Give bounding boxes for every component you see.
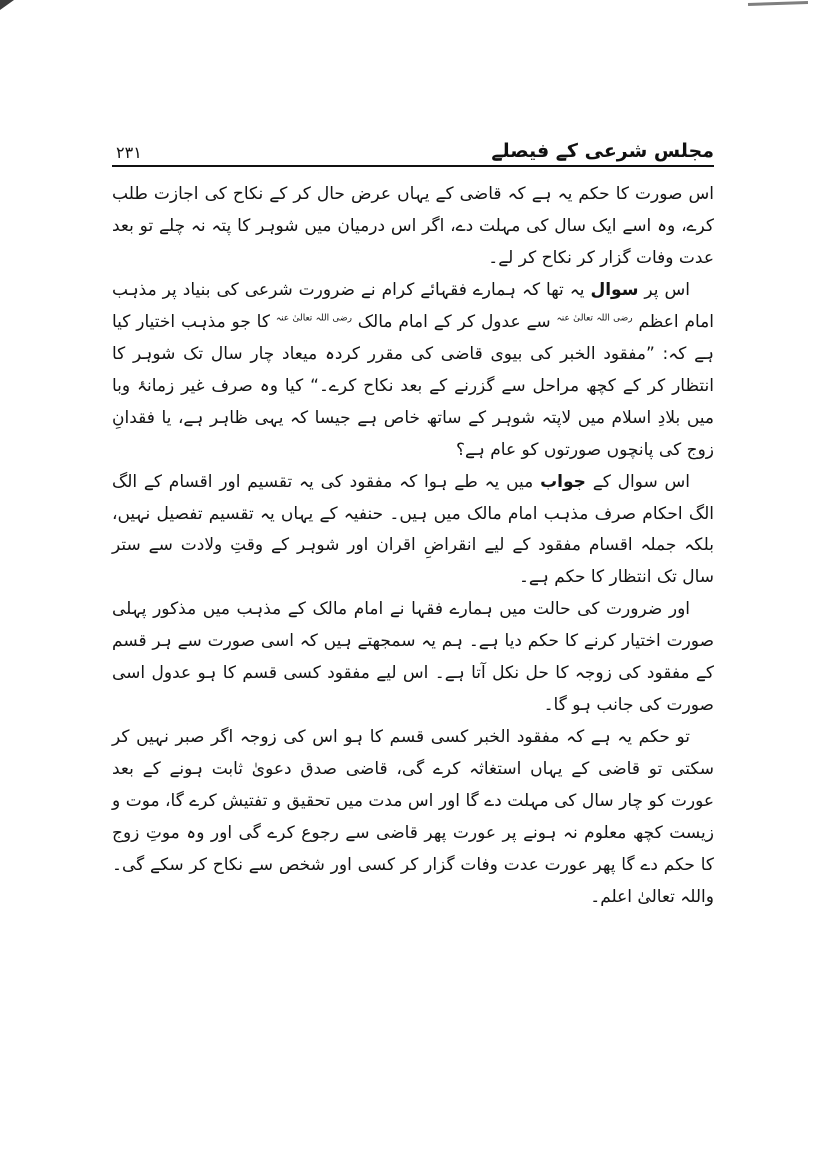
text-segment: یہ تھا کہ ہمارے فقہائے کرام نے ضرورت شرعی کی بنیاد پر مذہب امام اعظم — [112, 279, 715, 332]
page-header — [112, 140, 714, 167]
text-segment: کا جو مذہب اختیار کیا ہے کہ: ”مفقود الخبر کی بیوی قاضی کی مقرر کردہ میعاد چار سال تک شوہر کا انتظار کر کے کچھ مراحل سے گزرنے کے بعد نکاح کرے۔“ کیا وہ صرف غیر زمانۂ وبا میں بلادِ اسلام میں لاپتہ شوہر کے ساتھ خاص ہے جیسا کہ یہی ظاہر ہے، یا فقدانِ زوج کی پانچوں صورتوں کو عام ہے؟ — [112, 311, 714, 460]
honorific-mark: رضی اللہ تعالیٰ عنہ — [275, 313, 352, 324]
body-text — [112, 179, 714, 914]
text-segment: اور ضرورت کی حالت میں ہمارے فقہا نے امام مالک کے مذہب میں مذکور پہلی صورت اختیار کرنے کا حکم دیا ہے۔ ہم یہ سمجھتے ہیں کہ اسی صورت سے ہر قسم کے مفقود کی زوجہ کا حل نکل آتا ہے۔ اس لیے مفقود کسی قسم کا ہو عدول اسی صورت کی جانب ہو گا۔ — [112, 599, 714, 716]
paragraph — [112, 275, 714, 467]
paragraph — [112, 467, 714, 595]
text-segment: اس سوال کے — [585, 471, 691, 492]
emphasized-word: جواب — [540, 471, 586, 492]
page-content — [112, 140, 714, 914]
text-segment: تو حکم یہ ہے کہ مفقود الخبر کسی قسم کا ہو اس کی زوجہ اگر صبر نہیں کر سکتی تو قاضی کے یہاں استغاثہ کرے گی، قاضی صدق دعویٰ ثابت ہونے کے بعد عورت کو چار سال کی مہلت دے گا اور اس مدت میں تحقیق و تفتیش کرے گا، موت و زیست کچھ معلوم نہ ہونے پر عورت پھر قاضی سے رجوع کرے گی اور وہ موتِ زوج کا حکم دے گا پھر عورت عدت وفات گزار کر کسی اور شخص سے نکاح کر سکے گی۔ واللہ تعالیٰ اعلم۔ — [112, 727, 714, 907]
text-segment: سے عدول کر کے امام مالک — [351, 311, 557, 332]
paragraph — [112, 179, 714, 275]
paragraph — [112, 722, 714, 914]
page-number: ۲۳۱ — [116, 143, 142, 162]
page-title: مجلس شرعی کے فیصلے — [491, 140, 714, 162]
text-segment: اس پر — [638, 279, 690, 300]
text-segment: میں یہ طے ہوا کہ مفقود کی یہ تقسیم اور اقسام کے الگ الگ احکام صرف مذہب امام مالک میں ہیں۔ حنفیہ کے یہاں یہ تقسیم تفصیل نہیں، بلکہ جملہ اقسام مفقود کے لیے انقراضِ اقران اور شوہر کے وقتِ ولادت سے ستر سال تک انتظار کا حکم ہے۔ — [112, 471, 714, 588]
honorific-mark: رضی اللہ تعالیٰ عنہ — [556, 313, 633, 324]
scan-artifact — [0, 0, 14, 10]
text-segment: اس صورت کا حکم یہ ہے کہ قاضی کے یہاں عرض حال کر کے نکاح کی اجازت طلب کرے، وہ اسے ایک سال کی مہلت دے، اگر اس درمیان میں شوہر کا پتہ نہ چلے تو بعد عدت وفات گزار کر نکاح کر لے۔ — [112, 184, 714, 268]
scan-artifact — [748, 1, 808, 6]
paragraph — [112, 594, 714, 722]
emphasized-word: سوال — [590, 279, 639, 300]
